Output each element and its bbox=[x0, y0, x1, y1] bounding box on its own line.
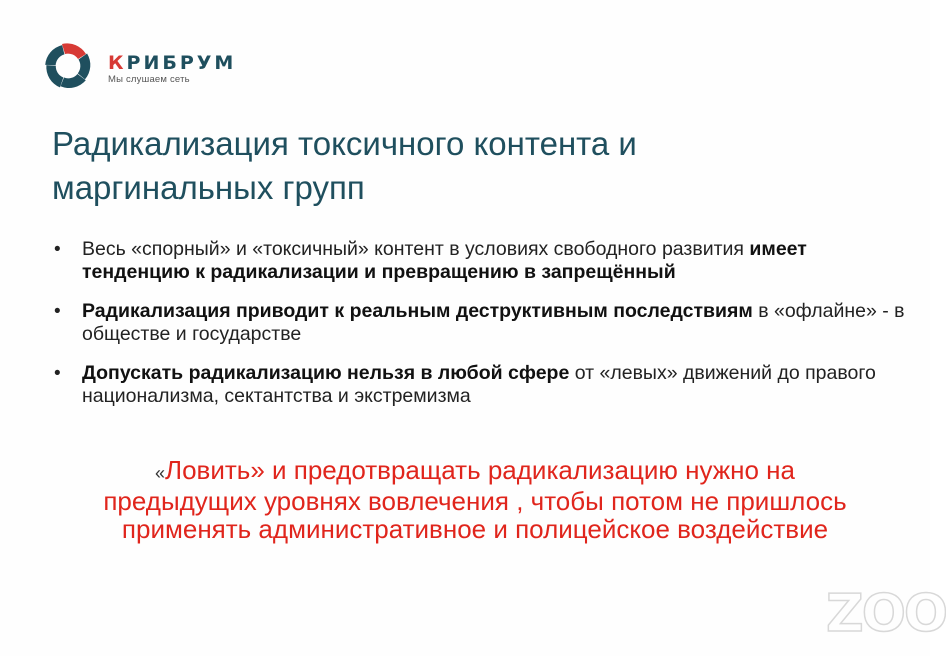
quote-open-mark: « bbox=[155, 463, 166, 483]
bullet-item bbox=[52, 238, 912, 284]
bullet-text: в «офлайне» - в обществе и государстве bbox=[82, 300, 905, 345]
bullet-list bbox=[52, 238, 912, 408]
brand-name-rest: РИБРУМ bbox=[126, 52, 237, 74]
brand-tagline: Мы слушаем сеть bbox=[108, 74, 190, 85]
slide-title-line-1: Радикализация токсичного контента и bbox=[52, 125, 637, 162]
bullet-text-bold: имеет тенденцию к радикализации и превращению в запрещённый bbox=[82, 238, 807, 283]
bullet-item bbox=[52, 362, 912, 408]
brand bbox=[108, 53, 236, 85]
bullet-text-bold: Радикализация приводит к реальным деструктивным последствиям bbox=[82, 300, 753, 322]
brand-name bbox=[108, 53, 236, 73]
brand-name-first-letter: К bbox=[108, 52, 127, 74]
quote-line-1: Ловить» и предотвращать радикализацию нужно на bbox=[165, 455, 795, 485]
bullet-text-bold: Допускать радикализацию нельзя в любой сфере bbox=[82, 362, 570, 384]
slide-title-line-2: маргинальных групп bbox=[52, 169, 365, 206]
kribrum-logo-icon bbox=[42, 40, 94, 92]
bullet-item bbox=[52, 300, 912, 346]
bullet-text: Весь «спорный» и «токсичный» контент в условиях свободного развития bbox=[82, 238, 750, 260]
quote-line-2: предыдущих уровнях вовлечения , чтобы потом не пришлось bbox=[103, 486, 847, 516]
bullet-marker: • bbox=[54, 363, 61, 384]
logo-segment bbox=[62, 43, 86, 59]
slide-title bbox=[52, 122, 772, 210]
zoom-watermark: ZOO bbox=[826, 584, 946, 644]
bullet-marker: • bbox=[54, 239, 61, 260]
highlight-quote bbox=[40, 456, 910, 543]
quote-line-3: применять административное и полицейское воздействие bbox=[121, 514, 829, 544]
bullet-marker: • bbox=[54, 301, 61, 322]
bullet-text: от «левых» движений до правого национализма, сектантства и экстремизма bbox=[82, 362, 876, 407]
